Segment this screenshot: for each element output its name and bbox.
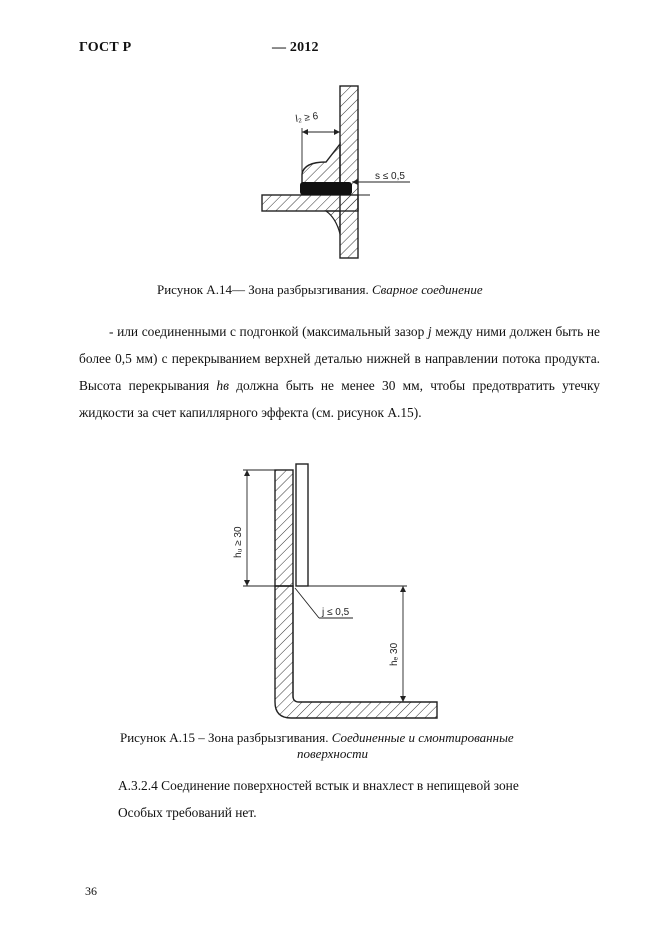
dim-label-s: s ≤ 0,5 [375, 171, 405, 182]
paragraph-text-2: между ними должен быть не более 0,5 мм) с перекрыванием верхней деталью нижней в направлении потока продукта. Высота перекрывания [79, 324, 601, 393]
figure-a15-caption-line2 [297, 746, 368, 762]
dim-label-l2: l₂ ≥ 6 [294, 110, 319, 125]
dim-label-hu: hᵤ ≥ 30 [233, 526, 244, 558]
caption-prefix: Рисунок А.15 – Зона разбрызгивания. [120, 730, 329, 745]
symbol-he: hв [216, 378, 229, 393]
doc-standard-code: ГОСТ Р [79, 40, 132, 55]
caption-prefix: Рисунок А.14–– Зона разбрызгивания. [157, 282, 369, 297]
vertical-plate [340, 86, 358, 258]
dim-label-j: j ≤ 0,5 [322, 607, 350, 618]
figure-a14-caption [157, 282, 483, 298]
horizontal-plate [262, 195, 358, 211]
figure-a15-caption [120, 730, 600, 746]
section-heading: А.3.2.4 Соединение поверхностей встык и внахлест в непищевой зоне [118, 778, 519, 793]
paragraph-text-1: - или соединенными с подгонкой (максимальный зазор [109, 324, 428, 339]
caption-italic-line2: поверхности [297, 746, 369, 761]
figure-a14-weld-drawing [240, 78, 430, 278]
caption-italic-line1: Соединенные и смонтированные [331, 730, 514, 745]
upper-plate-inner [296, 464, 308, 586]
upper-fillet [302, 144, 340, 188]
upper-plate-outer [275, 470, 293, 586]
paragraph-text-3: должна быть не менее 30 мм, чтобы предотвратить утечку жидкости за счет капиллярного эффекта (см. рисунок А.15). [79, 378, 600, 420]
dim-label-he: hₑ 30 [389, 642, 400, 666]
body-paragraph [79, 318, 600, 426]
weld-bead [300, 182, 352, 195]
page-number: 36 [85, 884, 97, 898]
lower-fillet [326, 211, 340, 234]
lower-l-plate [275, 586, 437, 718]
symbol-j: j [427, 324, 432, 339]
section-text: Особых требований нет. [118, 805, 257, 820]
figure-a15-lap-joint-drawing [225, 462, 445, 724]
doc-standard-year: — 2012 [272, 40, 319, 55]
caption-italic: Сварное соединение [372, 282, 483, 297]
